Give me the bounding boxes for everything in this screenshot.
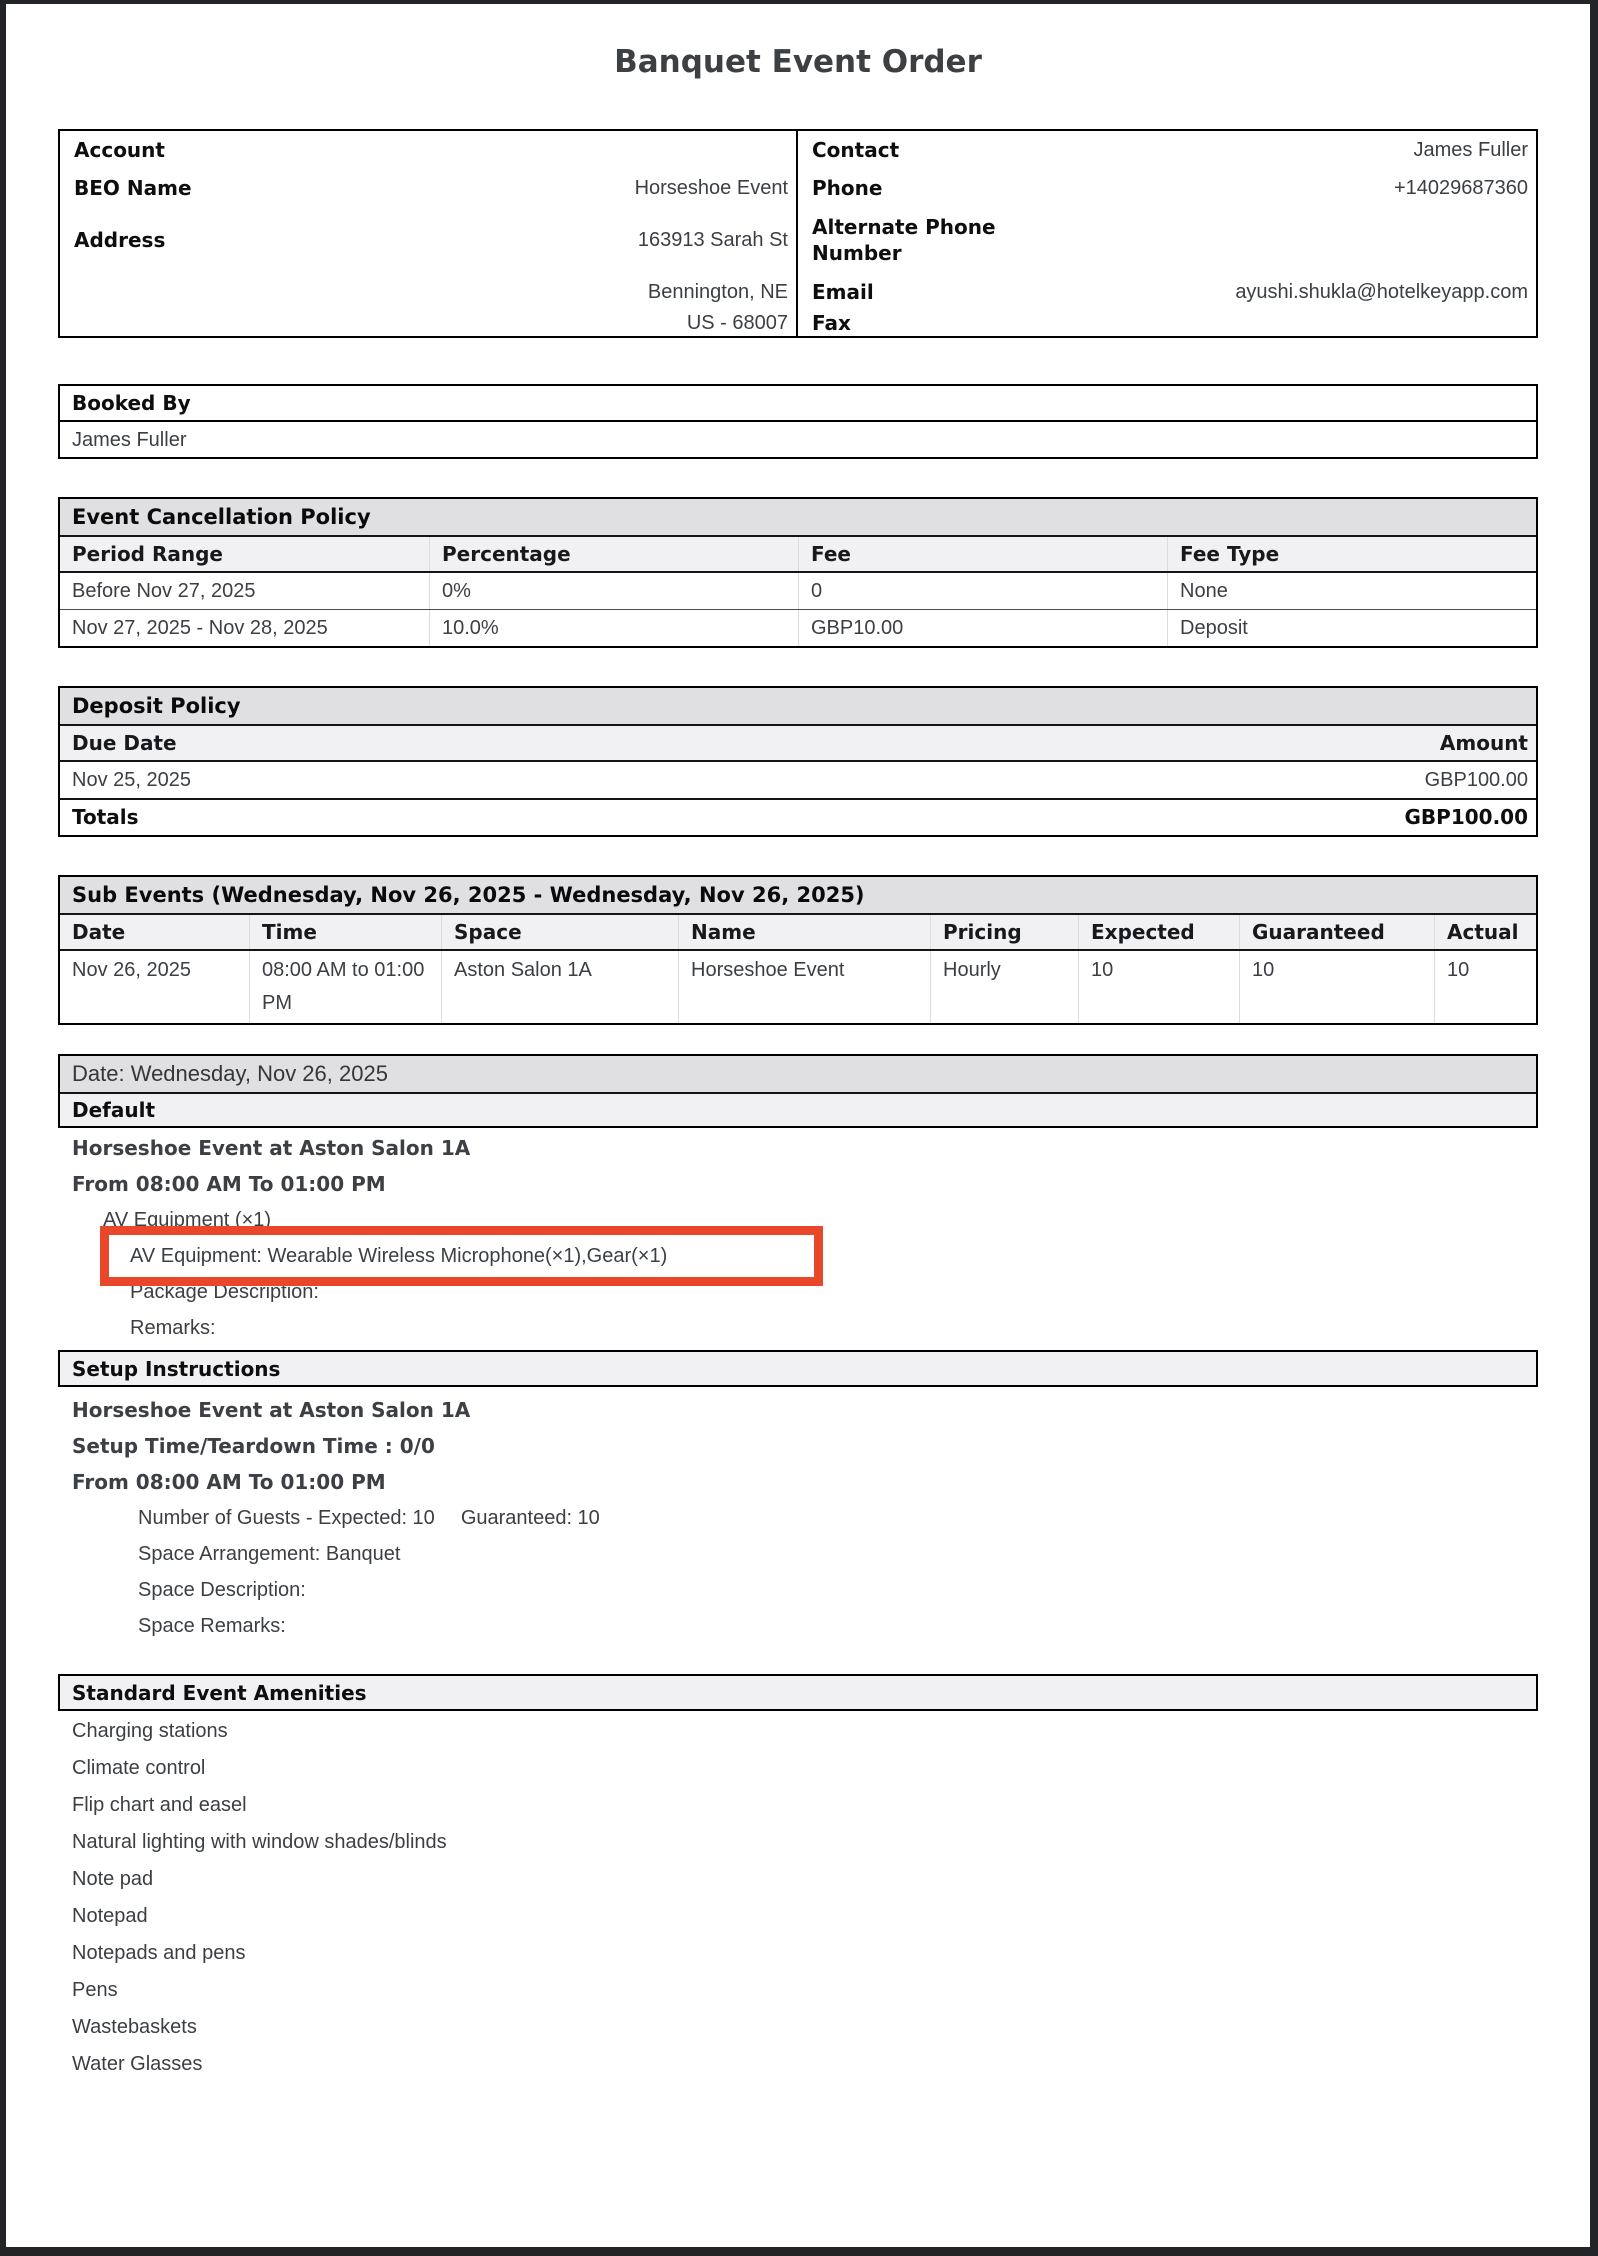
amenity-item: Wastebaskets — [72, 2016, 197, 2038]
amenity-item: Water Glasses — [72, 2053, 203, 2075]
package-description-label: Package Description: — [130, 1281, 319, 1303]
space-arrangement-line: Space Arrangement: Banquet — [138, 1543, 401, 1565]
column-header: Time — [249, 915, 441, 949]
amenities-list — [58, 1711, 1538, 2078]
document-page — [6, 4, 1590, 2247]
account-row — [60, 131, 796, 169]
setup-instructions-header: Setup Instructions — [58, 1350, 1538, 1387]
column-header: Period Range — [72, 542, 223, 566]
guests-line — [138, 1504, 1538, 1532]
column-header: Fee — [798, 537, 1167, 571]
space-description-label: Space Description: — [138, 1579, 306, 1601]
contact-column — [798, 131, 1536, 336]
column-header: Pricing — [930, 915, 1078, 949]
table-row: Nov 27, 2025 - Nov 28, 2025 10.0% GBP10.00 Deposit — [60, 609, 1536, 646]
table-header-row — [60, 726, 1536, 762]
totals-label: Totals — [72, 805, 139, 829]
alternate-phone-row — [798, 207, 1536, 273]
fax-label: Fax — [812, 311, 851, 335]
event-cancellation-policy-table — [58, 497, 1538, 648]
contact-value: James Fuller — [1413, 139, 1528, 161]
guests-expected: Number of Guests - Expected: 10 — [138, 1507, 435, 1529]
beo-name-row — [60, 169, 796, 207]
event-title-line: Horseshoe Event at Aston Salon 1A — [72, 1136, 471, 1160]
page-title: Banquet Event Order — [614, 44, 982, 80]
address-line-2: Bennington, NE — [647, 280, 788, 303]
column-header: Guaranteed — [1239, 915, 1434, 949]
column-header: Actual — [1434, 915, 1540, 949]
document-content — [6, 4, 1590, 2078]
space-remarks-label: Space Remarks: — [138, 1615, 286, 1637]
phone-label: Phone — [812, 176, 883, 200]
address-label: Address — [74, 228, 166, 252]
amenity-item: Pens — [72, 1979, 118, 2001]
section-header-cancellation-policy: Event Cancellation Policy — [60, 499, 1536, 537]
address-row — [60, 310, 796, 336]
package-name-line: AV Equipment (×1) — [103, 1209, 272, 1231]
account-column — [60, 131, 798, 336]
column-header: Percentage — [429, 537, 798, 571]
address-line-1: 163913 Sarah St — [637, 229, 788, 251]
amenity-item: Climate control — [72, 1757, 206, 1779]
amenity-item: Charging stations — [72, 1720, 228, 1742]
column-header: Fee Type — [1167, 537, 1536, 571]
table-header-row — [60, 915, 1536, 951]
beo-name-label: BEO Name — [74, 176, 192, 200]
column-header: Name — [678, 915, 930, 949]
setup-time-line: From 08:00 AM To 01:00 PM — [72, 1470, 386, 1494]
date-header-bar: Date: Wednesday, Nov 26, 2025 — [60, 1056, 1536, 1094]
account-contact-table — [58, 129, 1538, 338]
column-header: Date — [72, 920, 126, 944]
event-detail-body — [58, 1128, 1538, 1342]
amenity-item: Notepad — [72, 1905, 148, 1927]
event-date-group — [58, 1054, 1538, 1128]
section-header-deposit-policy: Deposit Policy — [60, 688, 1536, 726]
remarks-label: Remarks: — [130, 1317, 216, 1339]
column-header: Space — [441, 915, 678, 949]
contact-row — [798, 131, 1536, 169]
fax-row — [798, 310, 1536, 336]
setup-instructions-body — [58, 1387, 1538, 1640]
default-group-bar: Default — [60, 1094, 1536, 1126]
amenities-header: Standard Event Amenities — [58, 1674, 1538, 1711]
beo-name-value: Horseshoe Event — [634, 177, 788, 199]
av-equipment-detail-line: AV Equipment: Wearable Wireless Microphone(×1),Gear(×1) — [130, 1245, 668, 1267]
address-row — [60, 273, 796, 310]
amenity-item: Note pad — [72, 1868, 154, 1890]
table-row: Before Nov 27, 2025 0% 0 None — [60, 573, 1536, 609]
amenity-item: Flip chart and easel — [72, 1794, 247, 1816]
email-row — [798, 273, 1536, 310]
alternate-phone-label: Alternate Phone Number — [812, 215, 996, 265]
deposit-policy-table — [58, 686, 1538, 837]
email-value: ayushi.shukla@hotelkeyapp.com — [1235, 280, 1528, 303]
table-header-row — [60, 537, 1536, 573]
setup-event-title-line: Horseshoe Event at Aston Salon 1A — [72, 1398, 471, 1422]
phone-value: +14029687360 — [1393, 177, 1528, 199]
phone-row — [798, 169, 1536, 207]
event-time-line: From 08:00 AM To 01:00 PM — [72, 1172, 386, 1196]
guests-guaranteed: Guaranteed: 10 — [460, 1507, 600, 1529]
address-line-3: US - 68007 — [686, 312, 788, 334]
booked-by-table — [58, 384, 1538, 459]
address-row — [60, 207, 796, 273]
column-header: Amount — [1439, 731, 1528, 755]
amenity-item: Natural lighting with window shades/blinds — [72, 1831, 447, 1853]
account-label: Account — [74, 138, 165, 162]
sub-events-table — [58, 875, 1538, 1025]
amenity-item: Notepads and pens — [72, 1942, 246, 1964]
table-row: Nov 26, 2025 08:00 AM to 01:00 PM Aston Salon 1A Horseshoe Event Hourly 10 10 10 — [60, 951, 1536, 1023]
email-label: Email — [812, 279, 874, 304]
contact-label: Contact — [812, 138, 900, 162]
booked-by-value: James Fuller — [72, 428, 187, 451]
totals-value: GBP100.00 — [1404, 805, 1528, 829]
setup-teardown-line: Setup Time/Teardown Time : 0/0 — [72, 1434, 435, 1458]
section-header-sub-events: Sub Events (Wednesday, Nov 26, 2025 - Wednesday, Nov 26, 2025) — [60, 877, 1536, 915]
column-header: Due Date — [72, 731, 177, 755]
totals-row — [60, 798, 1536, 835]
table-row: Nov 25, 2025 GBP100.00 — [72, 769, 1528, 791]
booked-by-header: Booked By — [60, 386, 1536, 422]
column-header: Expected — [1078, 915, 1239, 949]
